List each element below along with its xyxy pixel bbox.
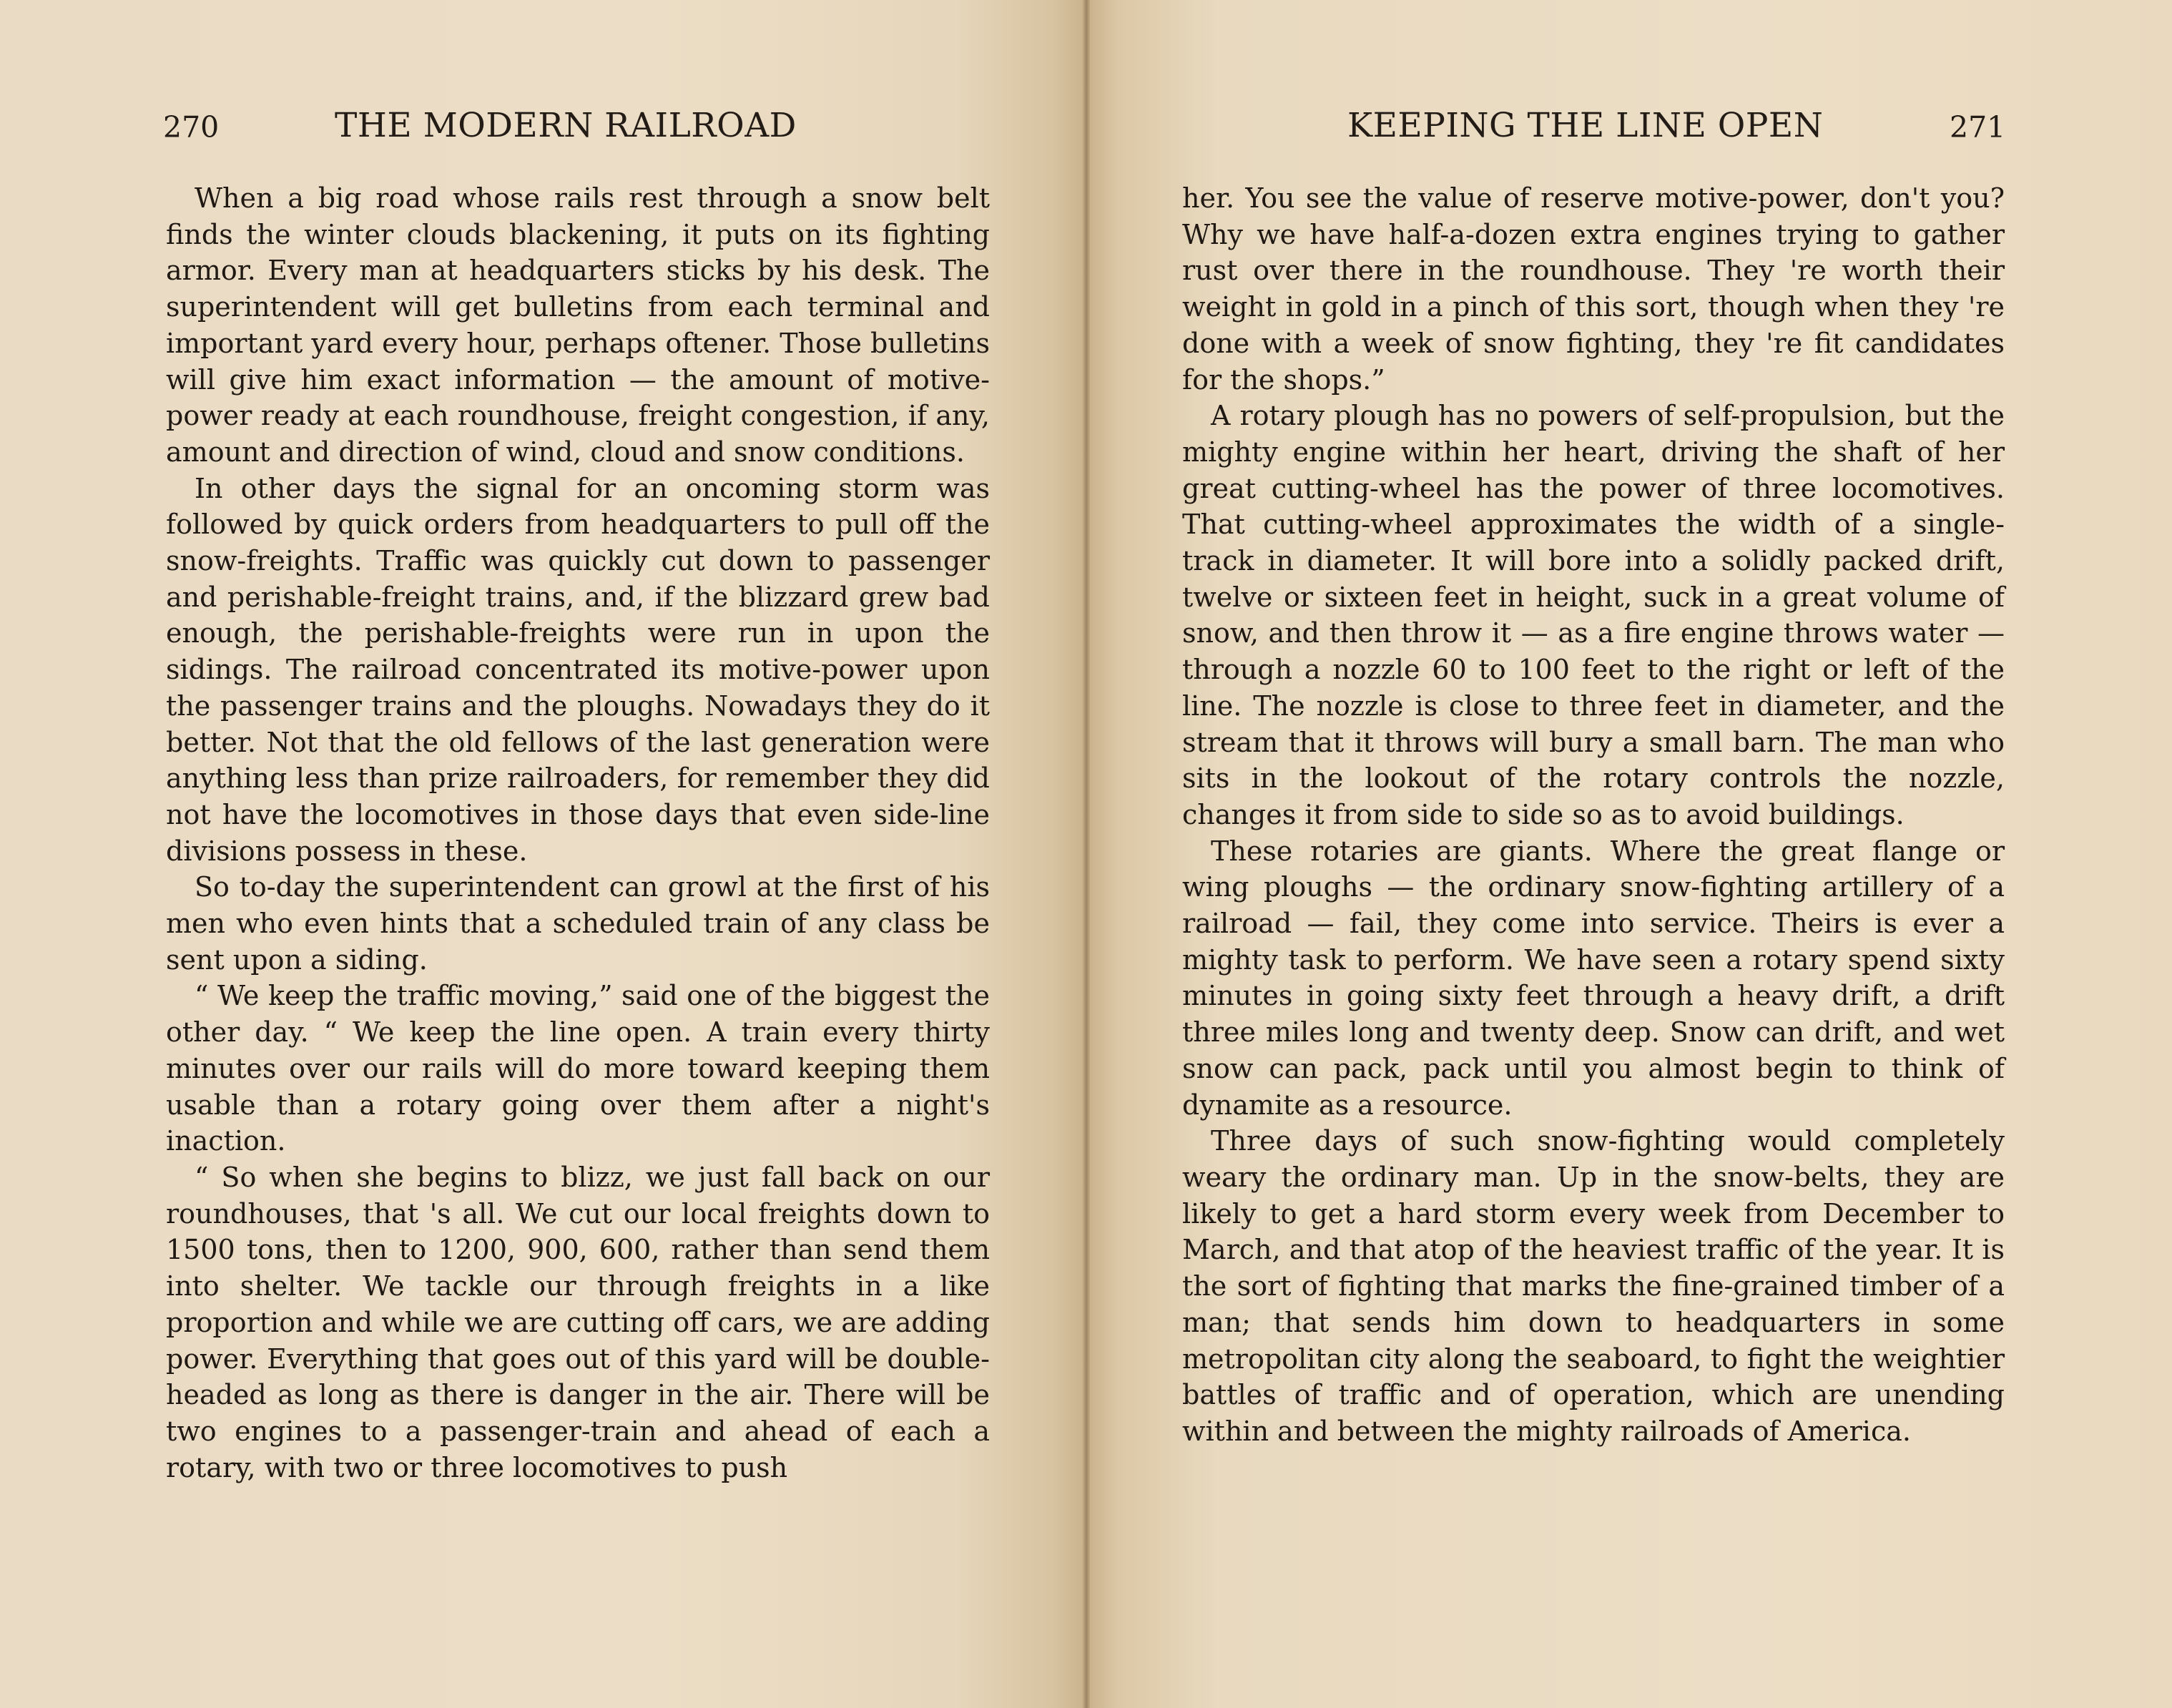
left-paragraph: So to-day the superintendent can growl at the first of his men who even hints that a scheduled train of any class be sent upon a siding.: [166, 871, 990, 976]
right-paragraph: her. You see the value of reserve motive-power, don't you? Why we have half-a-dozen extra engines trying to gather rust over there in the roundhouse. They 're worth their weight in gold in a pinch of this sort, though when they 're done with a week of snow fighting, they 're fit candidates for the shops.”: [1182, 182, 2005, 396]
left-page-number: 270: [163, 110, 220, 144]
left-paragraph: When a big road whose rails rest through a snow belt finds the winter clouds blackening, it puts on its fighting armor. Every man at headquarters sticks by his desk. The superintendent will get bulletins from each terminal and important yard every hour, perhaps oftener. Those bulletins will give him exact information — the amount of motive-power ready at each roundhouse, freight congestion, if any, amount and direction of wind, cloud and snow conditions.: [166, 182, 990, 468]
right-paragraph: A rotary plough has no powers of self-propulsion, but the mighty engine within her heart, driving the shaft of her great cutting-wheel has the power of three locomotives. That cutting-wheel approximates the width of a single-track in diameter. It will bore into a solidly packed drift, twelve or sixteen feet in height, suck in a great volume of snow, and then throw it — as a fire engine throws water — through a nozzle 60 to 100 feet to the right or left of the line. The nozzle is close to three feet in diameter, and the stream that it throws will bury a small barn. The man who sits in the lookout of the rotary controls the nozzle, changes it from side to side so as to avoid buildings.: [1182, 400, 2005, 830]
left-text-block: [166, 180, 990, 1486]
left-paragraph: “ We keep the traffic moving,” said one of the biggest the other day. “ We keep the line open. A train every thirty minutes over our rails will do more toward keeping them usable than a rotary going over them after a night's inaction.: [166, 980, 990, 1157]
left-running-head: THE MODERN RAILROAD: [335, 106, 797, 145]
right-paragraph: Three days of such snow-fighting would completely weary the ordinary man. Up in the snow-belts, they are likely to get a hard storm every week from December to March, and that atop of the heaviest traffic of the year. It is the sort of fighting that marks the fine-grained timber of a man; that sends him down to headquarters in some metropolitan city along the seaboard, to fight the weightier battles of traffic and of operation, which are unending within and between the mighty railroads of America.: [1182, 1125, 2005, 1447]
left-paragraph: In other days the signal for an oncoming storm was followed by quick orders from headquarters to pull off the snow-freights. Traffic was quickly cut down to passenger and perishable-freight trains, and, if the blizzard grew bad enough, the perishable-freights were run in upon the sidings. The railroad concentrated its motive-power upon the passenger trains and the ploughs. Nowadays they do it better. Not that the old fellows of the last generation were anything less than prize railroaders, for remember they did not have the locomotives in those days that even side-line divisions possess in these.: [166, 472, 990, 867]
right-page-number: 271: [1950, 110, 2006, 144]
right-text-block: [1182, 180, 2005, 1450]
right-page: [1086, 0, 2172, 1708]
right-running-head: KEEPING THE LINE OPEN: [1347, 106, 1824, 145]
book-gutter: [1083, 0, 1090, 1708]
right-paragraph: These rotaries are giants. Where the great flange or wing ploughs — the ordinary snow-fighting artillery of a railroad — fail, they come into service. Theirs is ever a mighty task to perform. We have seen a rotary spend sixty minutes in going sixty feet through a heavy drift, a drift three miles long and twenty deep. Snow can drift, and wet snow can pack, pack until you almost begin to think of dynamite as a resource.: [1182, 835, 2005, 1121]
left-paragraph: “ So when she begins to blizz, we just fall back on our roundhouses, that 's all. We cut our local freights down to 1500 tons, then to 1200, 900, 600, rather than send them into shelter. We tackle our through freights in a like proportion and while we are cutting off cars, we are adding power. Everything that goes out of this yard will be double-headed as long as there is danger in the air. There will be two engines to a passenger-train and ahead of each a rotary, with two or three locomotives to push: [166, 1161, 990, 1483]
